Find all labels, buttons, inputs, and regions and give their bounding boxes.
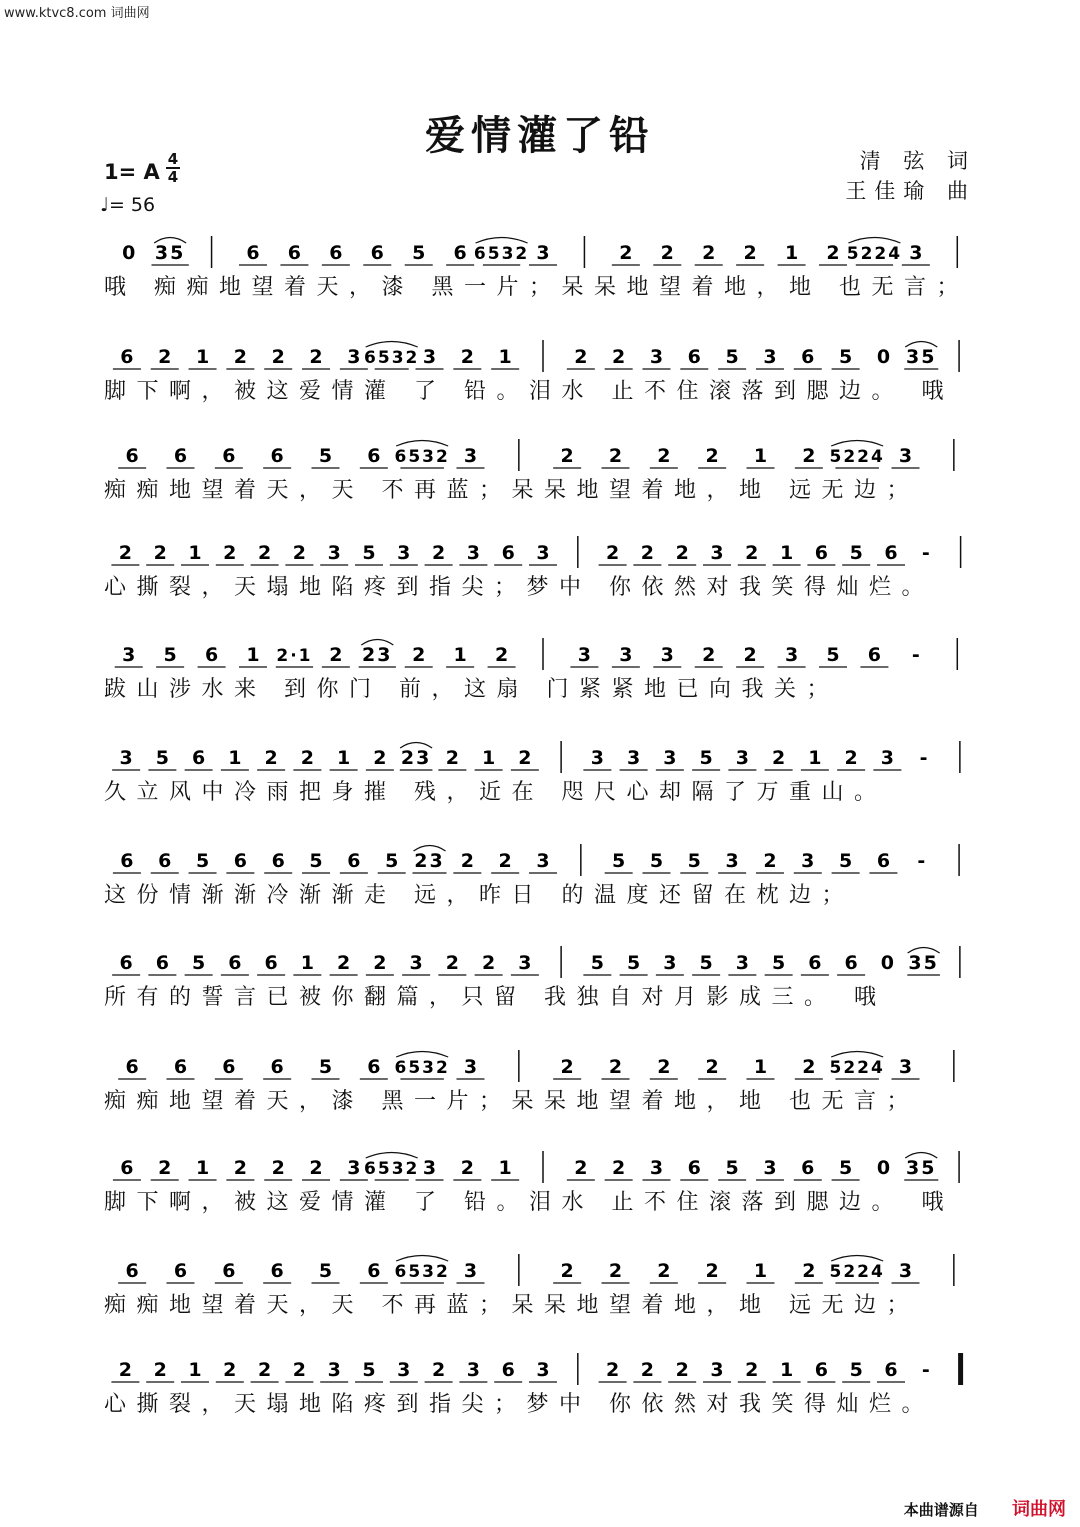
note: - xyxy=(921,542,930,564)
note: 3 xyxy=(663,747,677,769)
note: 5 xyxy=(362,542,376,564)
note: 1 xyxy=(228,747,242,769)
note: - xyxy=(917,850,926,872)
note: 2 xyxy=(292,1359,307,1381)
note: - xyxy=(919,747,928,769)
note: 6 xyxy=(876,850,891,872)
note: 6 xyxy=(120,850,134,872)
note: 5 xyxy=(699,952,713,974)
slur xyxy=(366,342,418,348)
note: 2 xyxy=(309,1157,323,1179)
note: 6 xyxy=(501,1359,515,1381)
note: 6 xyxy=(501,542,515,564)
note: 3 xyxy=(422,346,437,368)
note: 3 xyxy=(536,850,550,872)
note: 2 xyxy=(412,644,426,666)
note: 1 xyxy=(779,542,794,564)
score-system xyxy=(0,443,1080,543)
note: 5 xyxy=(838,850,853,872)
note: 1 xyxy=(753,1260,768,1282)
note: 6 xyxy=(687,346,701,368)
note: 6 xyxy=(270,445,284,467)
note: 2 xyxy=(264,747,278,769)
note: 2 xyxy=(309,346,323,368)
time-top: 4 xyxy=(167,150,179,168)
note: 6 xyxy=(270,1260,284,1282)
note: 6 xyxy=(370,242,384,264)
note: 0 xyxy=(122,242,136,264)
note: 3 xyxy=(710,1359,724,1381)
note: 1 xyxy=(246,644,260,666)
note: 1 xyxy=(300,952,314,974)
note: 2 xyxy=(675,542,689,564)
note: 2 xyxy=(763,850,777,872)
note: 23 xyxy=(400,747,432,769)
note: 3 xyxy=(735,952,749,974)
note: 2 xyxy=(431,1359,446,1381)
note: 5 xyxy=(309,850,323,872)
score-system xyxy=(0,642,1080,742)
note: 3 xyxy=(422,1157,437,1179)
score-system xyxy=(0,344,1080,444)
note: 2 xyxy=(498,850,512,872)
note: 3 xyxy=(909,242,923,264)
score-system xyxy=(0,240,1080,340)
note: 3 xyxy=(590,747,604,769)
note: - xyxy=(921,1359,930,1381)
footer-brand: 词曲网 xyxy=(1012,1499,1066,1520)
note: 5 xyxy=(362,1359,376,1381)
note: 6 xyxy=(204,644,219,666)
note: 5224 xyxy=(829,447,885,467)
note: 2 xyxy=(560,1260,574,1282)
note: 3 xyxy=(784,644,799,666)
note: 2 xyxy=(158,1157,172,1179)
note: 3 xyxy=(725,850,739,872)
note: 5 xyxy=(687,850,701,872)
note: 23 xyxy=(414,850,445,872)
note: 2 xyxy=(445,952,459,974)
note: 3 xyxy=(536,1359,550,1381)
note: 2·1 xyxy=(276,646,313,666)
note: 2 xyxy=(257,1359,272,1381)
note: 2 xyxy=(745,1359,759,1381)
note: 5 xyxy=(838,1157,853,1179)
note: 5224 xyxy=(846,244,903,264)
note: 6532 xyxy=(394,447,450,467)
note: 6532 xyxy=(364,348,420,368)
note: 2 xyxy=(560,1056,574,1078)
note: 2 xyxy=(445,747,459,769)
note: 6 xyxy=(801,346,815,368)
lyricist: 清 弦 词 xyxy=(859,149,976,173)
note: 35 xyxy=(906,346,937,368)
note: 2 xyxy=(460,1157,474,1179)
note: 3 xyxy=(735,747,749,769)
note: 6 xyxy=(867,644,882,666)
note: 2 xyxy=(271,346,285,368)
note: 5 xyxy=(612,850,626,872)
note: 3 xyxy=(463,445,478,467)
note: 6 xyxy=(801,1157,815,1179)
lyrics-line: 久立风中冷雨把身摧 残，近在 咫尺心却隔了万重山。 xyxy=(104,780,887,805)
note: 2 xyxy=(223,1359,237,1381)
note: 2 xyxy=(373,952,387,974)
footer-text: 本曲谱源自 xyxy=(903,1501,979,1519)
score-system xyxy=(0,745,1080,845)
watermark: www.ktvc8.com 词曲网 xyxy=(4,6,150,21)
lyrics-line: 痴痴地望着天，漆 黑一片；呆呆地望着地，地 也无言； xyxy=(104,1089,919,1114)
note: 1 xyxy=(784,242,799,264)
note: 2 xyxy=(802,1260,816,1282)
key-signature: 1= A xyxy=(104,160,160,184)
note: 6 xyxy=(222,1260,236,1282)
note: 6 xyxy=(287,242,302,264)
lyrics-line: 脚下啊，被这爱情灌 了 铅。泪水 止不住滚落到腮边。 哦 xyxy=(104,379,954,404)
note: 2 xyxy=(605,1359,620,1381)
note: 3 xyxy=(649,346,664,368)
note: 2 xyxy=(373,747,387,769)
note: 6 xyxy=(125,1260,139,1282)
note: 3 xyxy=(397,1359,411,1381)
page-title: 爱情灌了铅 xyxy=(425,112,655,159)
note: 6532 xyxy=(394,1058,450,1078)
note: 3 xyxy=(710,542,724,564)
note: 6 xyxy=(367,1056,381,1078)
note: 2 xyxy=(772,747,786,769)
note: 3 xyxy=(463,1056,478,1078)
note: 6 xyxy=(228,952,242,974)
note: 3 xyxy=(663,952,677,974)
note: 2 xyxy=(118,1359,133,1381)
note: 3 xyxy=(763,346,777,368)
note: 6 xyxy=(222,1056,236,1078)
note: 2 xyxy=(233,1157,248,1179)
note: 2 xyxy=(657,445,671,467)
note: 1 xyxy=(498,346,512,368)
note: 5 xyxy=(649,850,664,872)
note: 2 xyxy=(702,644,716,666)
note: 5 xyxy=(627,952,641,974)
note: 6 xyxy=(884,542,898,564)
note: 3 xyxy=(463,1260,478,1282)
note: 3 xyxy=(347,1157,361,1179)
note: 3 xyxy=(347,346,361,368)
note: 2 xyxy=(640,542,655,564)
note: 6 xyxy=(246,242,260,264)
note: 5 xyxy=(412,242,426,264)
note: 2 xyxy=(745,542,759,564)
note: 3 xyxy=(466,1359,481,1381)
note: 0 xyxy=(880,952,894,974)
note: 1 xyxy=(188,1359,202,1381)
score-system xyxy=(0,1258,1080,1358)
note: 3 xyxy=(619,644,633,666)
note: 2 xyxy=(705,1260,719,1282)
note: 3 xyxy=(801,850,815,872)
note: 2 xyxy=(702,242,716,264)
note: 3 xyxy=(536,542,550,564)
note: 2 xyxy=(612,346,626,368)
composer: 王佳瑜 曲 xyxy=(845,179,976,203)
note: 2 xyxy=(118,542,133,564)
note: 2 xyxy=(826,242,840,264)
note: 1 xyxy=(482,747,496,769)
note: 2 xyxy=(612,1157,626,1179)
note: 2 xyxy=(844,747,858,769)
note: 2 xyxy=(608,445,623,467)
slur xyxy=(396,1256,448,1262)
note: 2 xyxy=(233,346,248,368)
note: 3 xyxy=(119,747,133,769)
slur xyxy=(831,1256,883,1262)
note: 3 xyxy=(763,1157,777,1179)
score-system xyxy=(0,1357,1080,1457)
note: 6 xyxy=(814,542,829,564)
note: 1 xyxy=(808,747,822,769)
note: 5 xyxy=(838,346,853,368)
note: 2 xyxy=(431,542,446,564)
note: 6 xyxy=(271,850,285,872)
note: 6 xyxy=(367,445,381,467)
note: 6 xyxy=(844,952,858,974)
note: 0 xyxy=(876,346,891,368)
note: 3 xyxy=(466,542,481,564)
note: 2 xyxy=(153,1359,167,1381)
note: 2 xyxy=(574,346,588,368)
lyrics-line: 哦 痴痴地望着天，漆 黑一片；呆呆地望着地，地 也无言； xyxy=(104,275,969,300)
slur xyxy=(831,1052,883,1058)
note: 5 xyxy=(318,1260,333,1282)
score-system xyxy=(0,540,1080,640)
time-bottom: 4 xyxy=(167,168,179,186)
slur xyxy=(476,238,528,244)
note: 2 xyxy=(802,1056,816,1078)
note: 2 xyxy=(158,346,172,368)
note: 2 xyxy=(705,445,719,467)
note: 2 xyxy=(460,850,474,872)
note: 2 xyxy=(605,542,620,564)
note: 2 xyxy=(619,242,633,264)
note: 5 xyxy=(163,644,177,666)
note: 5224 xyxy=(829,1262,885,1282)
note: 2 xyxy=(460,346,474,368)
note: 3 xyxy=(327,1359,341,1381)
note: 5224 xyxy=(829,1058,885,1078)
note: 3 xyxy=(898,445,913,467)
note: 3 xyxy=(409,952,423,974)
note: 3 xyxy=(397,542,411,564)
note: 6 xyxy=(329,242,343,264)
note: 35 xyxy=(154,242,186,264)
note: - xyxy=(911,644,920,666)
note: 6 xyxy=(192,747,206,769)
note: 2 xyxy=(494,644,509,666)
note: 2 xyxy=(300,747,314,769)
lyrics-line: 痴痴地望着天，天 不再蓝；呆呆地望着地，地 远无边； xyxy=(104,1293,919,1318)
note: 2 xyxy=(743,644,757,666)
note: 5 xyxy=(385,850,399,872)
note: 5 xyxy=(155,747,169,769)
note: 6 xyxy=(270,1056,284,1078)
note: 3 xyxy=(536,242,550,264)
note: 2 xyxy=(257,542,272,564)
lyrics-line: 心撕裂，天塌地陷疼到指尖；梦中 你依然对我笑得灿烂。 xyxy=(104,1392,934,1417)
note: 2 xyxy=(271,1157,285,1179)
lyrics-line: 脚下啊，被这爱情灌 了 铅。泪水 止不住滚落到腮边。 哦 xyxy=(104,1190,954,1215)
lyrics-line: 跋山涉水来 到你门 前，这扇 门紧紧地已向我关； xyxy=(104,677,839,702)
note: 6 xyxy=(120,346,134,368)
footer xyxy=(904,1495,1066,1521)
note: 6 xyxy=(158,850,172,872)
note: 1 xyxy=(753,445,768,467)
note: 3 xyxy=(898,1260,913,1282)
note: 2 xyxy=(560,445,574,467)
note: 5 xyxy=(318,1056,333,1078)
note: 3 xyxy=(518,952,532,974)
note: 3 xyxy=(577,644,592,666)
note: 2 xyxy=(743,242,757,264)
score-system xyxy=(0,1155,1080,1255)
note: 6 xyxy=(173,445,188,467)
note: 1 xyxy=(195,346,210,368)
tempo: ♩= 56 xyxy=(100,194,156,216)
note: 6 xyxy=(814,1359,829,1381)
note: 1 xyxy=(337,747,351,769)
note: 2 xyxy=(574,1157,588,1179)
note: 6 xyxy=(233,850,248,872)
note: 1 xyxy=(195,1157,210,1179)
note: 2 xyxy=(329,644,343,666)
score-system xyxy=(0,848,1080,948)
note: 2 xyxy=(660,242,674,264)
note: 6 xyxy=(173,1260,188,1282)
note: 3 xyxy=(627,747,641,769)
note: 2 xyxy=(608,1260,623,1282)
note: 2 xyxy=(608,1056,623,1078)
note: 6532 xyxy=(473,244,530,264)
slur xyxy=(396,1052,448,1058)
lyrics-line: 这份情渐渐冷渐渐走 远，昨日 的温度还留在枕边； xyxy=(104,883,854,908)
note: 3 xyxy=(660,644,674,666)
lyrics-line: 痴痴地望着天，天 不再蓝；呆呆地望着地，地 远无边； xyxy=(104,478,919,503)
note: 6532 xyxy=(364,1159,420,1179)
note: 2 xyxy=(223,542,237,564)
note: 6 xyxy=(347,850,361,872)
note: 2 xyxy=(675,1359,689,1381)
note: 6 xyxy=(120,1157,134,1179)
note: 6 xyxy=(222,445,236,467)
note: 0 xyxy=(876,1157,891,1179)
note: 5 xyxy=(849,1359,863,1381)
lyrics-line: 心撕裂，天塌地陷疼到指尖；梦中 你依然对我笑得灿烂。 xyxy=(104,575,934,600)
note: 6 xyxy=(155,952,169,974)
note: 6 xyxy=(453,242,467,264)
note: 3 xyxy=(649,1157,664,1179)
note: 2 xyxy=(518,747,532,769)
note: 2 xyxy=(657,1260,671,1282)
note: 5 xyxy=(772,952,786,974)
note: 6 xyxy=(367,1260,381,1282)
score-system xyxy=(0,1054,1080,1154)
note: 6 xyxy=(264,952,278,974)
note: 5 xyxy=(590,952,604,974)
note: 1 xyxy=(779,1359,794,1381)
note: 1 xyxy=(188,542,202,564)
lyrics-line: 所有的誓言已被你翻篇，只留 我独自对月影成三。 哦 xyxy=(104,985,887,1010)
note: 6 xyxy=(808,952,822,974)
note: 35 xyxy=(908,952,939,974)
note: 3 xyxy=(880,747,894,769)
credits xyxy=(845,146,976,206)
note: 2 xyxy=(153,542,167,564)
note: 2 xyxy=(802,445,816,467)
note: 5 xyxy=(318,445,333,467)
note: 5 xyxy=(826,644,840,666)
note: 35 xyxy=(906,1157,937,1179)
note: 1 xyxy=(453,644,467,666)
note: 5 xyxy=(192,952,206,974)
note: 6 xyxy=(173,1056,188,1078)
note: 6532 xyxy=(394,1262,450,1282)
note: 3 xyxy=(898,1056,913,1078)
note: 5 xyxy=(849,542,863,564)
note: 2 xyxy=(292,542,307,564)
note: 6 xyxy=(884,1359,898,1381)
slur xyxy=(848,238,900,244)
note: 2 xyxy=(337,952,351,974)
note: 6 xyxy=(119,952,133,974)
note: 2 xyxy=(657,1056,671,1078)
note: 1 xyxy=(498,1157,512,1179)
note: 23 xyxy=(362,644,393,666)
note: 6 xyxy=(687,1157,701,1179)
note: 2 xyxy=(705,1056,719,1078)
score-system xyxy=(0,950,1080,1050)
note: 3 xyxy=(122,644,136,666)
note: 3 xyxy=(327,542,341,564)
note: 5 xyxy=(699,747,713,769)
note: 6 xyxy=(125,1056,139,1078)
note: 5 xyxy=(195,850,210,872)
note: 2 xyxy=(482,952,496,974)
note: 1 xyxy=(753,1056,768,1078)
note: 2 xyxy=(640,1359,655,1381)
time-signature xyxy=(166,152,180,184)
note: 6 xyxy=(125,445,139,467)
note: 5 xyxy=(725,346,739,368)
note: 5 xyxy=(725,1157,739,1179)
